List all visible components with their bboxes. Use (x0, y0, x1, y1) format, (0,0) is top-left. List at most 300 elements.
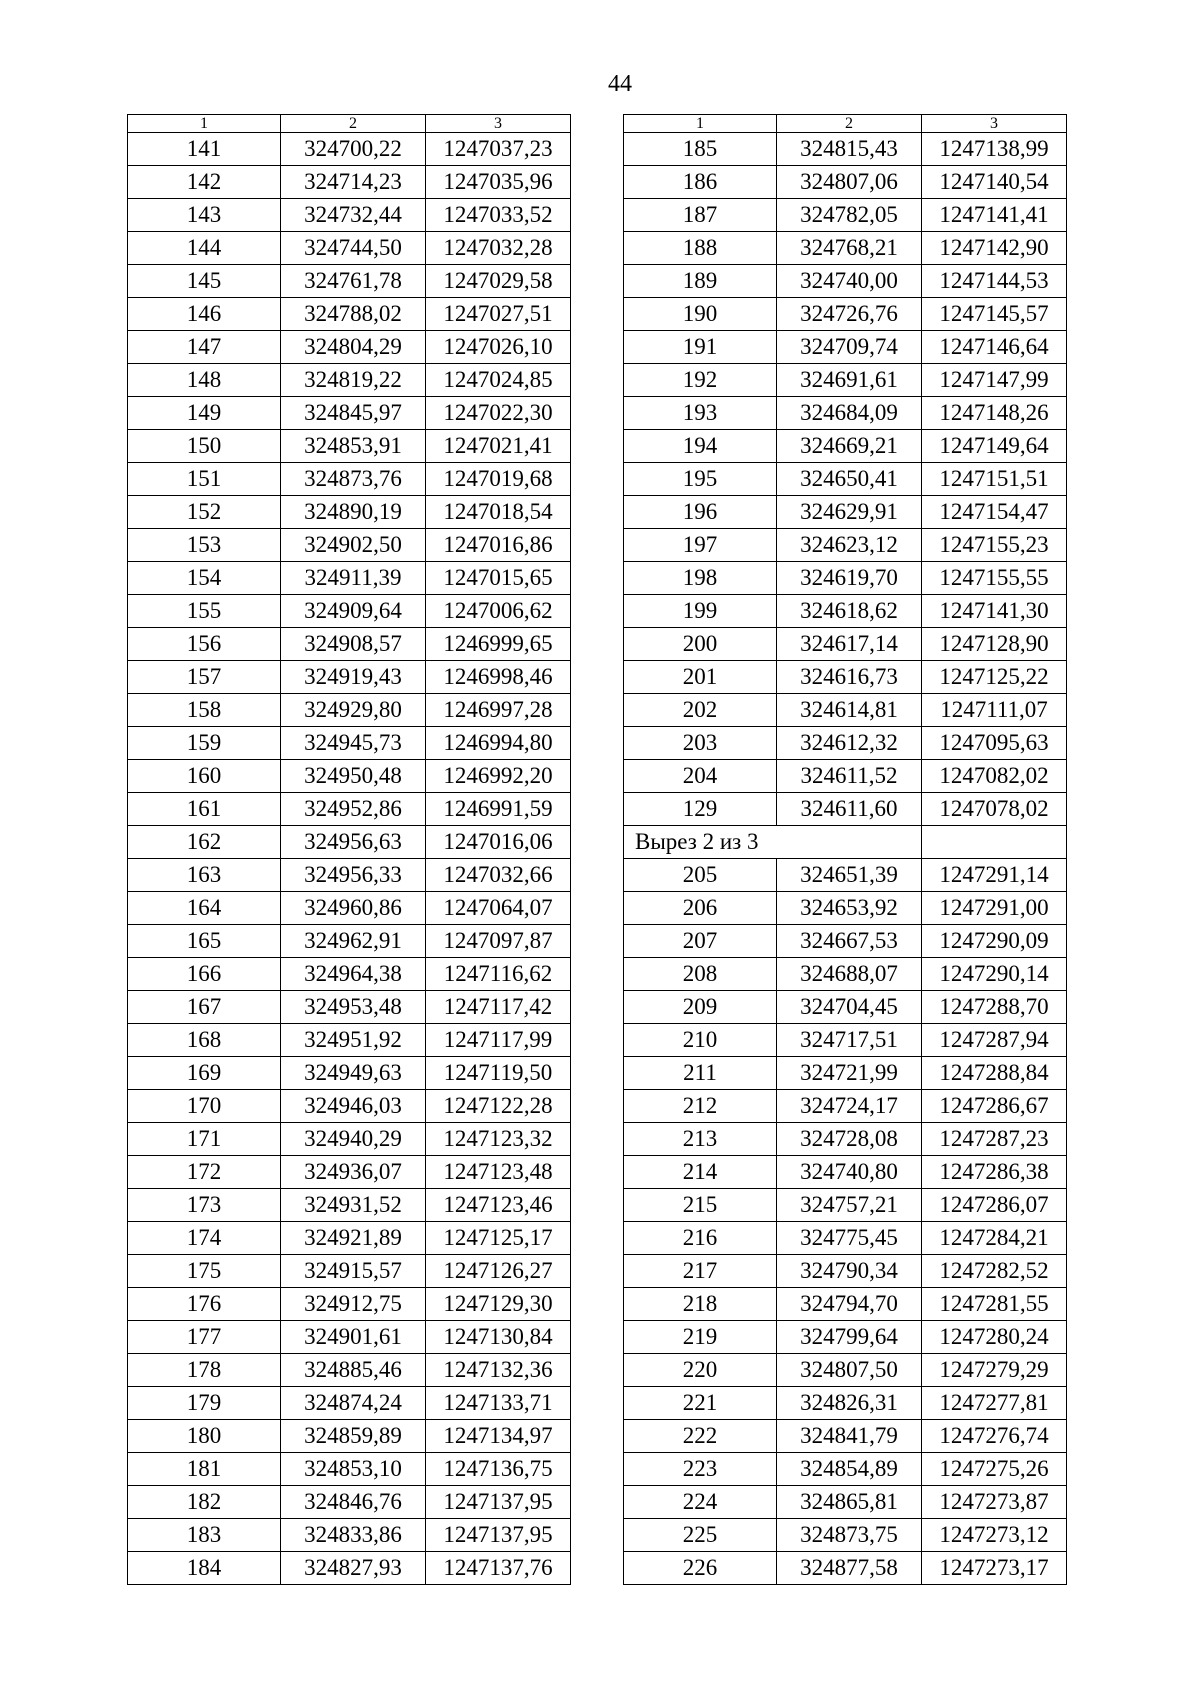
point-number-cell: 179 (128, 1387, 281, 1420)
y-coordinate-cell: 1247021,41 (426, 430, 571, 463)
table-row (128, 265, 571, 298)
x-coordinate-cell: 324740,80 (777, 1156, 922, 1189)
x-coordinate-cell: 324919,43 (281, 661, 426, 694)
point-number-cell: 208 (624, 958, 777, 991)
y-coordinate-cell: 1247154,47 (922, 496, 1067, 529)
y-coordinate-cell: 1247282,52 (922, 1255, 1067, 1288)
x-coordinate-cell: 324775,45 (777, 1222, 922, 1255)
y-coordinate-cell: 1247273,17 (922, 1552, 1067, 1585)
y-coordinate-cell: 1247277,81 (922, 1387, 1067, 1420)
column-header-y: 3 (922, 115, 1067, 133)
y-coordinate-cell: 1247097,87 (426, 925, 571, 958)
point-number-cell: 129 (624, 793, 777, 826)
x-coordinate-cell: 324950,48 (281, 760, 426, 793)
x-coordinate-cell: 324865,81 (777, 1486, 922, 1519)
table-row (128, 1387, 571, 1420)
point-number-cell: 182 (128, 1486, 281, 1519)
y-coordinate-cell: 1247015,65 (426, 562, 571, 595)
point-number-cell: 195 (624, 463, 777, 496)
table-row (624, 1486, 1067, 1519)
point-number-cell: 212 (624, 1090, 777, 1123)
table-row (624, 1321, 1067, 1354)
point-number-cell: 185 (624, 133, 777, 166)
point-number-cell: 160 (128, 760, 281, 793)
table-row (128, 463, 571, 496)
table-row (128, 496, 571, 529)
point-number-cell: 148 (128, 364, 281, 397)
y-coordinate-cell: 1247291,00 (922, 892, 1067, 925)
point-number-cell: 178 (128, 1354, 281, 1387)
point-number-cell: 194 (624, 430, 777, 463)
y-coordinate-cell: 1247022,30 (426, 397, 571, 430)
x-coordinate-cell: 324757,21 (777, 1189, 922, 1222)
y-coordinate-cell: 1247123,46 (426, 1189, 571, 1222)
table-row (624, 166, 1067, 199)
y-coordinate-cell: 1247024,85 (426, 364, 571, 397)
x-coordinate-cell: 324688,07 (777, 958, 922, 991)
x-coordinate-cell: 324833,86 (281, 1519, 426, 1552)
x-coordinate-cell: 324946,03 (281, 1090, 426, 1123)
x-coordinate-cell: 324618,62 (777, 595, 922, 628)
point-number-cell: 198 (624, 562, 777, 595)
x-coordinate-cell: 324611,52 (777, 760, 922, 793)
coordinates-table-right (623, 114, 1067, 1585)
table-row (128, 1123, 571, 1156)
x-coordinate-cell: 324953,48 (281, 991, 426, 1024)
point-number-cell: 190 (624, 298, 777, 331)
x-coordinate-cell: 324960,86 (281, 892, 426, 925)
table-row (624, 958, 1067, 991)
y-coordinate-cell: 1247286,67 (922, 1090, 1067, 1123)
y-coordinate-cell: 1247132,36 (426, 1354, 571, 1387)
y-coordinate-cell: 1247155,23 (922, 529, 1067, 562)
point-number-cell: 146 (128, 298, 281, 331)
y-coordinate-cell: 1247281,55 (922, 1288, 1067, 1321)
table-header-row (624, 115, 1067, 133)
y-coordinate-cell: 1247122,28 (426, 1090, 571, 1123)
table-row (624, 496, 1067, 529)
point-number-cell: 144 (128, 232, 281, 265)
table-row (128, 1288, 571, 1321)
table-row (624, 364, 1067, 397)
table-row (128, 892, 571, 925)
table-row (624, 133, 1067, 166)
x-coordinate-cell: 324684,09 (777, 397, 922, 430)
x-coordinate-cell: 324911,39 (281, 562, 426, 595)
table-row (128, 958, 571, 991)
table-row (624, 529, 1067, 562)
x-coordinate-cell: 324629,91 (777, 496, 922, 529)
table-row (128, 1189, 571, 1222)
x-coordinate-cell: 324768,21 (777, 232, 922, 265)
point-number-cell: 215 (624, 1189, 777, 1222)
point-number-cell: 171 (128, 1123, 281, 1156)
table-row (128, 1024, 571, 1057)
point-number-cell: 175 (128, 1255, 281, 1288)
table-row (128, 232, 571, 265)
x-coordinate-cell: 324794,70 (777, 1288, 922, 1321)
point-number-cell: 151 (128, 463, 281, 496)
table-row (128, 133, 571, 166)
y-coordinate-cell: 1247151,51 (922, 463, 1067, 496)
table-row (128, 1222, 571, 1255)
y-coordinate-cell: 1247144,53 (922, 265, 1067, 298)
x-coordinate-cell: 324732,44 (281, 199, 426, 232)
x-coordinate-cell: 324841,79 (777, 1420, 922, 1453)
table-row (624, 199, 1067, 232)
y-coordinate-cell: 1247147,99 (922, 364, 1067, 397)
point-number-cell: 225 (624, 1519, 777, 1552)
x-coordinate-cell: 324853,10 (281, 1453, 426, 1486)
point-number-cell: 157 (128, 661, 281, 694)
x-coordinate-cell: 324807,06 (777, 166, 922, 199)
point-number-cell: 163 (128, 859, 281, 892)
table-row (624, 1255, 1067, 1288)
x-coordinate-cell: 324724,17 (777, 1090, 922, 1123)
table-row (128, 430, 571, 463)
y-coordinate-cell: 1247037,23 (426, 133, 571, 166)
y-coordinate-cell: 1247133,71 (426, 1387, 571, 1420)
y-coordinate-cell: 1247082,02 (922, 760, 1067, 793)
point-number-cell: 168 (128, 1024, 281, 1057)
point-number-cell: 193 (624, 397, 777, 430)
y-coordinate-cell: 1247138,99 (922, 133, 1067, 166)
y-coordinate-cell: 1247141,41 (922, 199, 1067, 232)
table-row (128, 925, 571, 958)
point-number-cell: 180 (128, 1420, 281, 1453)
y-coordinate-cell: 1247279,29 (922, 1354, 1067, 1387)
x-coordinate-cell: 324915,57 (281, 1255, 426, 1288)
y-coordinate-cell: 1247016,86 (426, 529, 571, 562)
y-coordinate-cell: 1247291,14 (922, 859, 1067, 892)
y-coordinate-cell: 1247136,75 (426, 1453, 571, 1486)
point-number-cell: 167 (128, 991, 281, 1024)
x-coordinate-cell: 324617,14 (777, 628, 922, 661)
x-coordinate-cell: 324807,50 (777, 1354, 922, 1387)
x-coordinate-cell: 324956,63 (281, 826, 426, 859)
x-coordinate-cell: 324908,57 (281, 628, 426, 661)
x-coordinate-cell: 324901,61 (281, 1321, 426, 1354)
table-row (624, 1024, 1067, 1057)
x-coordinate-cell: 324964,38 (281, 958, 426, 991)
column-header-point-number: 1 (624, 115, 777, 133)
x-coordinate-cell: 324945,73 (281, 727, 426, 760)
table-row (624, 727, 1067, 760)
point-number-cell: 202 (624, 694, 777, 727)
point-number-cell: 159 (128, 727, 281, 760)
x-coordinate-cell: 324962,91 (281, 925, 426, 958)
x-coordinate-cell: 324909,64 (281, 595, 426, 628)
y-coordinate-cell: 1247286,38 (922, 1156, 1067, 1189)
point-number-cell: 155 (128, 595, 281, 628)
table-row (624, 661, 1067, 694)
y-coordinate-cell: 1247142,90 (922, 232, 1067, 265)
table-row (128, 397, 571, 430)
table-row (624, 1453, 1067, 1486)
table-row (624, 232, 1067, 265)
point-number-cell: 142 (128, 166, 281, 199)
table-row (624, 991, 1067, 1024)
y-coordinate-cell: 1247137,95 (426, 1519, 571, 1552)
point-number-cell: 206 (624, 892, 777, 925)
section-row (624, 826, 1067, 859)
y-coordinate-cell: 1247137,95 (426, 1486, 571, 1519)
x-coordinate-cell: 324859,89 (281, 1420, 426, 1453)
table-row (128, 562, 571, 595)
x-coordinate-cell: 324912,75 (281, 1288, 426, 1321)
x-coordinate-cell: 324714,23 (281, 166, 426, 199)
point-number-cell: 165 (128, 925, 281, 958)
table-row (624, 562, 1067, 595)
x-coordinate-cell: 324827,93 (281, 1552, 426, 1585)
table-row (128, 199, 571, 232)
x-coordinate-cell: 324949,63 (281, 1057, 426, 1090)
column-header-x: 2 (281, 115, 426, 133)
point-number-cell: 186 (624, 166, 777, 199)
table-row (624, 265, 1067, 298)
table-row (624, 298, 1067, 331)
point-number-cell: 143 (128, 199, 281, 232)
y-coordinate-cell: 1247033,52 (426, 199, 571, 232)
y-coordinate-cell: 1246991,59 (426, 793, 571, 826)
x-coordinate-cell: 324873,76 (281, 463, 426, 496)
x-coordinate-cell: 324845,97 (281, 397, 426, 430)
x-coordinate-cell: 324651,39 (777, 859, 922, 892)
x-coordinate-cell: 324790,34 (777, 1255, 922, 1288)
y-coordinate-cell: 1246997,28 (426, 694, 571, 727)
x-coordinate-cell: 324815,43 (777, 133, 922, 166)
x-coordinate-cell: 324728,08 (777, 1123, 922, 1156)
point-number-cell: 192 (624, 364, 777, 397)
table-row (128, 628, 571, 661)
y-coordinate-cell: 1247128,90 (922, 628, 1067, 661)
x-coordinate-cell: 324826,31 (777, 1387, 922, 1420)
x-coordinate-cell: 324951,92 (281, 1024, 426, 1057)
y-coordinate-cell: 1247286,07 (922, 1189, 1067, 1222)
y-coordinate-cell: 1247290,14 (922, 958, 1067, 991)
x-coordinate-cell: 324931,52 (281, 1189, 426, 1222)
point-number-cell: 210 (624, 1024, 777, 1057)
x-coordinate-cell: 324890,19 (281, 496, 426, 529)
x-coordinate-cell: 324874,24 (281, 1387, 426, 1420)
table-row (128, 661, 571, 694)
coordinates-table-left (127, 114, 571, 1585)
point-number-cell: 173 (128, 1189, 281, 1222)
table-row (624, 1288, 1067, 1321)
x-coordinate-cell: 324740,00 (777, 265, 922, 298)
column-header-y: 3 (426, 115, 571, 133)
x-coordinate-cell: 324877,58 (777, 1552, 922, 1585)
point-number-cell: 217 (624, 1255, 777, 1288)
x-coordinate-cell: 324650,41 (777, 463, 922, 496)
table-row (128, 1354, 571, 1387)
point-number-cell: 197 (624, 529, 777, 562)
page-number: 44 (608, 71, 632, 97)
x-coordinate-cell: 324952,86 (281, 793, 426, 826)
y-coordinate-cell: 1247119,50 (426, 1057, 571, 1090)
point-number-cell: 222 (624, 1420, 777, 1453)
y-coordinate-cell: 1247146,64 (922, 331, 1067, 364)
table-row (624, 892, 1067, 925)
point-number-cell: 196 (624, 496, 777, 529)
y-coordinate-cell: 1247155,55 (922, 562, 1067, 595)
table-row (624, 1552, 1067, 1585)
y-coordinate-cell: 1247288,70 (922, 991, 1067, 1024)
x-coordinate-cell: 324873,75 (777, 1519, 922, 1552)
point-number-cell: 161 (128, 793, 281, 826)
point-number-cell: 189 (624, 265, 777, 298)
table-row (128, 826, 571, 859)
x-coordinate-cell: 324788,02 (281, 298, 426, 331)
table-row (128, 1453, 571, 1486)
x-coordinate-cell: 324940,29 (281, 1123, 426, 1156)
x-coordinate-cell: 324744,50 (281, 232, 426, 265)
table-body (624, 133, 1067, 826)
point-number-cell: 204 (624, 760, 777, 793)
x-coordinate-cell: 324619,70 (777, 562, 922, 595)
column-header-x: 2 (777, 115, 922, 133)
y-coordinate-cell: 1246998,46 (426, 661, 571, 694)
point-number-cell: 147 (128, 331, 281, 364)
point-number-cell: 188 (624, 232, 777, 265)
table-row (128, 1057, 571, 1090)
table-row (128, 1519, 571, 1552)
point-number-cell: 214 (624, 1156, 777, 1189)
y-coordinate-cell: 1247140,54 (922, 166, 1067, 199)
y-coordinate-cell: 1247148,26 (922, 397, 1067, 430)
x-coordinate-cell: 324691,61 (777, 364, 922, 397)
point-number-cell: 166 (128, 958, 281, 991)
table-body (624, 859, 1067, 1585)
table-row (128, 331, 571, 364)
point-number-cell: 223 (624, 1453, 777, 1486)
y-coordinate-cell: 1247280,24 (922, 1321, 1067, 1354)
y-coordinate-cell: 1247006,62 (426, 595, 571, 628)
y-coordinate-cell: 1247116,62 (426, 958, 571, 991)
point-number-cell: 141 (128, 133, 281, 166)
table-row (624, 694, 1067, 727)
table-row (128, 364, 571, 397)
x-coordinate-cell: 324819,22 (281, 364, 426, 397)
table-row (624, 1420, 1067, 1453)
y-coordinate-cell: 1247290,09 (922, 925, 1067, 958)
point-number-cell: 150 (128, 430, 281, 463)
y-coordinate-cell: 1247027,51 (426, 298, 571, 331)
table-row (624, 1156, 1067, 1189)
section-row-group (624, 826, 1067, 859)
table-row (128, 727, 571, 760)
y-coordinate-cell: 1246999,65 (426, 628, 571, 661)
point-number-cell: 211 (624, 1057, 777, 1090)
table-row (128, 1090, 571, 1123)
table-row (128, 760, 571, 793)
table-row (624, 430, 1067, 463)
point-number-cell: 213 (624, 1123, 777, 1156)
point-number-cell: 200 (624, 628, 777, 661)
x-coordinate-cell: 324726,76 (777, 298, 922, 331)
x-coordinate-cell: 324804,29 (281, 331, 426, 364)
y-coordinate-cell: 1247287,94 (922, 1024, 1067, 1057)
point-number-cell: 203 (624, 727, 777, 760)
y-coordinate-cell: 1247019,68 (426, 463, 571, 496)
point-number-cell: 184 (128, 1552, 281, 1585)
x-coordinate-cell: 324936,07 (281, 1156, 426, 1189)
table-row (624, 463, 1067, 496)
table-row (128, 1552, 571, 1585)
point-number-cell: 221 (624, 1387, 777, 1420)
point-number-cell: 226 (624, 1552, 777, 1585)
point-number-cell: 156 (128, 628, 281, 661)
y-coordinate-cell: 1247149,64 (922, 430, 1067, 463)
table-cell-empty (922, 826, 1067, 859)
y-coordinate-cell: 1247275,26 (922, 1453, 1067, 1486)
point-number-cell: 207 (624, 925, 777, 958)
x-coordinate-cell: 324929,80 (281, 694, 426, 727)
point-number-cell: 176 (128, 1288, 281, 1321)
point-number-cell: 152 (128, 496, 281, 529)
point-number-cell: 149 (128, 397, 281, 430)
table-row (624, 1387, 1067, 1420)
table-row (128, 694, 571, 727)
table-row (624, 859, 1067, 892)
x-coordinate-cell: 324616,73 (777, 661, 922, 694)
x-coordinate-cell: 324799,64 (777, 1321, 922, 1354)
table-row (624, 397, 1067, 430)
y-coordinate-cell: 1247032,66 (426, 859, 571, 892)
y-coordinate-cell: 1247141,30 (922, 595, 1067, 628)
y-coordinate-cell: 1247137,76 (426, 1552, 571, 1585)
table-row (624, 925, 1067, 958)
table-row (128, 859, 571, 892)
x-coordinate-cell: 324614,81 (777, 694, 922, 727)
x-coordinate-cell: 324653,92 (777, 892, 922, 925)
point-number-cell: 181 (128, 1453, 281, 1486)
y-coordinate-cell: 1247117,99 (426, 1024, 571, 1057)
table-row (128, 991, 571, 1024)
point-number-cell: 170 (128, 1090, 281, 1123)
table-row (128, 1156, 571, 1189)
y-coordinate-cell: 1247111,07 (922, 694, 1067, 727)
point-number-cell: 191 (624, 331, 777, 364)
y-coordinate-cell: 1247123,48 (426, 1156, 571, 1189)
x-coordinate-cell: 324854,89 (777, 1453, 922, 1486)
table-row (624, 1123, 1067, 1156)
y-coordinate-cell: 1247130,84 (426, 1321, 571, 1354)
y-coordinate-cell: 1247032,28 (426, 232, 571, 265)
y-coordinate-cell: 1247145,57 (922, 298, 1067, 331)
point-number-cell: 216 (624, 1222, 777, 1255)
table-row (624, 628, 1067, 661)
column-header-point-number: 1 (128, 115, 281, 133)
y-coordinate-cell: 1247284,21 (922, 1222, 1067, 1255)
point-number-cell: 172 (128, 1156, 281, 1189)
x-coordinate-cell: 324611,60 (777, 793, 922, 826)
x-coordinate-cell: 324704,45 (777, 991, 922, 1024)
x-coordinate-cell: 324902,50 (281, 529, 426, 562)
point-number-cell: 220 (624, 1354, 777, 1387)
y-coordinate-cell: 1247078,02 (922, 793, 1067, 826)
y-coordinate-cell: 1247125,17 (426, 1222, 571, 1255)
table-row (128, 1321, 571, 1354)
table-row (624, 793, 1067, 826)
y-coordinate-cell: 1247276,74 (922, 1420, 1067, 1453)
x-coordinate-cell: 324623,12 (777, 529, 922, 562)
y-coordinate-cell: 1247029,58 (426, 265, 571, 298)
y-coordinate-cell: 1247123,32 (426, 1123, 571, 1156)
table-row (624, 1222, 1067, 1255)
point-number-cell: 174 (128, 1222, 281, 1255)
table-row (128, 793, 571, 826)
